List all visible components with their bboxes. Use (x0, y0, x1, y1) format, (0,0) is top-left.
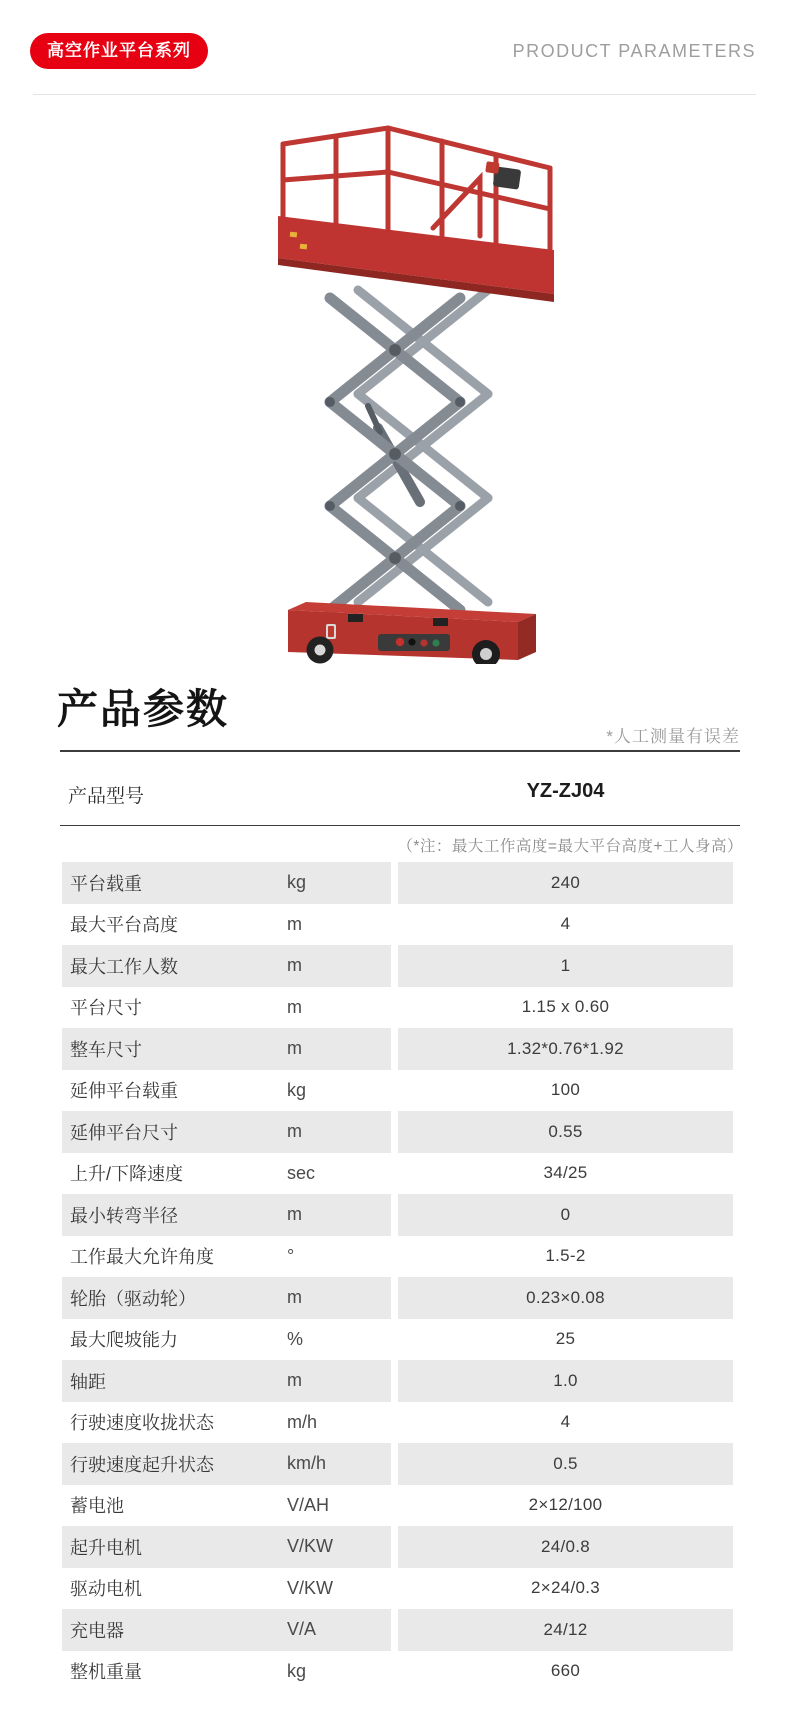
spec-row-left-cell (62, 1153, 391, 1195)
spec-row (62, 1443, 733, 1485)
spec-row-left-cell (62, 1236, 391, 1278)
series-badge: 高空作业平台系列 (30, 33, 208, 69)
spec-unit: m (287, 1287, 302, 1308)
spec-value: 2×12/100 (528, 1495, 603, 1515)
spec-value: 1.0 (553, 1370, 578, 1390)
spec-row-gap (391, 1360, 398, 1402)
spec-unit: V/KW (287, 1536, 334, 1557)
spec-unit: ° (287, 1245, 295, 1266)
spec-row-gap (391, 1526, 398, 1568)
spec-unit: sec (287, 1162, 316, 1183)
spec-value: 0 (560, 1204, 571, 1224)
spec-unit: V/AH (287, 1494, 330, 1515)
spec-unit: m (287, 1121, 302, 1142)
spec-row-right-cell (398, 987, 733, 1029)
spec-row (62, 945, 733, 987)
spec-value: 1.32*0.76*1.92 (507, 1038, 624, 1058)
spec-value: 0.5 (553, 1453, 578, 1473)
spec-label: 最大爬坡能力 (70, 1330, 178, 1351)
spec-row (62, 1070, 733, 1112)
spec-value: 0.23×0.08 (526, 1287, 605, 1307)
spec-row-right-cell (398, 1651, 733, 1693)
spec-unit: m (287, 1204, 302, 1225)
spec-label: 充电器 (70, 1620, 124, 1641)
spec-row-right-cell (398, 1485, 733, 1527)
spec-row-gap (391, 1651, 398, 1693)
spec-unit: m (287, 1370, 302, 1391)
spec-value: 660 (550, 1661, 581, 1681)
spec-value: 2×24/0.3 (530, 1578, 601, 1598)
spec-row (62, 1319, 733, 1361)
spec-label: 行驶速度收拢状态 (70, 1413, 214, 1434)
spec-row-left-cell (62, 1609, 391, 1651)
spec-row (62, 1568, 733, 1610)
spec-unit: V/A (287, 1619, 317, 1640)
spec-value: 24/12 (543, 1619, 588, 1639)
spec-row-left-cell (62, 1485, 391, 1527)
section-divider (60, 750, 740, 752)
spec-value: 4 (560, 1412, 571, 1432)
spec-row-gap (391, 1028, 398, 1070)
spec-row-gap (391, 904, 398, 946)
spec-row-left-cell (62, 1651, 391, 1693)
spec-row-right-cell (398, 862, 733, 904)
spec-row-gap (391, 1402, 398, 1444)
spec-row-left-cell (62, 1402, 391, 1444)
spec-row-gap (391, 1485, 398, 1527)
spec-label: 驱动电机 (70, 1579, 142, 1600)
spec-row-left-cell (62, 904, 391, 946)
spec-row (62, 1111, 733, 1153)
spec-row-right-cell (398, 1526, 733, 1568)
spec-row (62, 1402, 733, 1444)
spec-unit: V/KW (287, 1577, 334, 1598)
spec-label: 最大平台高度 (70, 915, 178, 936)
spec-row-left-cell (62, 1111, 391, 1153)
spec-row-gap (391, 1153, 398, 1195)
page-header (30, 30, 756, 72)
spec-label: 延伸平台载重 (70, 1081, 178, 1102)
section-title: 产品参数 (57, 686, 229, 732)
spec-label: 轴距 (70, 1371, 106, 1392)
spec-value: 34/25 (543, 1163, 588, 1183)
spec-value: 240 (550, 872, 581, 892)
spec-row-right-cell (398, 1194, 733, 1236)
spec-row-left-cell (62, 1568, 391, 1610)
spec-row-gap (391, 862, 398, 904)
spec-row (62, 1277, 733, 1319)
spec-row-left-cell (62, 1070, 391, 1112)
spec-row-right-cell (398, 1609, 733, 1651)
spec-row-left-cell (62, 1360, 391, 1402)
header-divider (33, 94, 756, 95)
spec-row (62, 1028, 733, 1070)
spec-label: 最大工作人数 (70, 956, 178, 977)
spec-row-right-cell (398, 1070, 733, 1112)
spec-row-gap (391, 945, 398, 987)
spec-label: 蓄电池 (70, 1496, 124, 1517)
spec-label: 整车尺寸 (70, 1039, 142, 1060)
spec-row-gap (391, 1111, 398, 1153)
spec-row (62, 904, 733, 946)
spec-row (62, 862, 733, 904)
spec-unit: kg (287, 1079, 307, 1100)
spec-label: 整机重量 (70, 1662, 142, 1683)
spec-label: 上升/下降速度 (70, 1164, 184, 1185)
spec-unit: m (287, 913, 302, 934)
model-row (60, 763, 740, 823)
spec-row-left-cell (62, 987, 391, 1029)
spec-row-left-cell (62, 1526, 391, 1568)
spec-row-gap (391, 1277, 398, 1319)
spec-row-gap (391, 1319, 398, 1361)
spec-row-gap (391, 1443, 398, 1485)
spec-row-left-cell (62, 1319, 391, 1361)
spec-unit: kg (287, 872, 307, 893)
spec-row-gap (391, 1194, 398, 1236)
spec-row-gap (391, 987, 398, 1029)
spec-unit: % (287, 1328, 304, 1349)
spec-value: 25 (555, 1329, 576, 1349)
spec-row-right-cell (398, 945, 733, 987)
spec-row (62, 1360, 733, 1402)
spec-row-left-cell (62, 1194, 391, 1236)
spec-row-right-cell (398, 1236, 733, 1278)
spec-value: 4 (560, 914, 571, 934)
spec-row-right-cell (398, 904, 733, 946)
spec-value: 0.55 (548, 1121, 583, 1141)
model-divider (60, 825, 740, 826)
spec-value: 1.5-2 (545, 1246, 586, 1266)
spec-row-right-cell (398, 1028, 733, 1070)
scissor-lift-illustration (228, 106, 562, 664)
spec-unit: m/h (287, 1411, 318, 1432)
spec-value: 100 (550, 1080, 581, 1100)
spec-row-right-cell (398, 1111, 733, 1153)
spec-value: 1 (560, 955, 571, 975)
spec-row-right-cell (398, 1360, 733, 1402)
spec-row-gap (391, 1236, 398, 1278)
table-note: （*注：最大工作高度=最大平台高度+工人身高） (397, 838, 743, 855)
spec-row (62, 1651, 733, 1693)
spec-row (62, 1485, 733, 1527)
spec-row (62, 1194, 733, 1236)
spec-table (62, 862, 733, 1692)
spec-value: 1.15 x 0.60 (521, 997, 610, 1017)
spec-unit: kg (287, 1660, 307, 1681)
spec-row-gap (391, 1609, 398, 1651)
model-label: 产品型号 (68, 786, 145, 807)
spec-label: 工作最大允许角度 (70, 1247, 214, 1268)
spec-row-right-cell (398, 1402, 733, 1444)
spec-label: 起升电机 (70, 1537, 142, 1558)
spec-label: 最小转弯半径 (70, 1205, 178, 1226)
spec-row-left-cell (62, 1028, 391, 1070)
spec-row (62, 987, 733, 1029)
spec-row-gap (391, 1070, 398, 1112)
scissor-lift-image (228, 106, 562, 664)
spec-value: 24/0.8 (540, 1536, 591, 1556)
spec-row (62, 1526, 733, 1568)
spec-row-gap (391, 1568, 398, 1610)
spec-row (62, 1153, 733, 1195)
spec-row-right-cell (398, 1277, 733, 1319)
spec-row (62, 1236, 733, 1278)
spec-row-right-cell (398, 1153, 733, 1195)
spec-unit: m (287, 955, 302, 976)
spec-row-left-cell (62, 862, 391, 904)
spec-unit: m (287, 1038, 302, 1059)
spec-label: 延伸平台尺寸 (70, 1122, 178, 1143)
spec-label: 平台尺寸 (70, 998, 142, 1019)
spec-unit: m (287, 996, 302, 1017)
spec-label: 行驶速度起升状态 (70, 1454, 214, 1475)
spec-row (62, 1609, 733, 1651)
model-value: YZ-ZJ04 (526, 780, 605, 802)
measurement-note: *人工测量有误差 (606, 727, 740, 746)
spec-row-left-cell (62, 945, 391, 987)
spec-label: 平台载重 (70, 873, 142, 894)
header-english-title: PRODUCT PARAMETERS (512, 40, 756, 61)
spec-row-right-cell (398, 1568, 733, 1610)
spec-row-right-cell (398, 1443, 733, 1485)
spec-unit: km/h (287, 1453, 327, 1474)
spec-row-left-cell (62, 1277, 391, 1319)
spec-label: 轮胎（驱动轮） (70, 1288, 196, 1309)
spec-row-left-cell (62, 1443, 391, 1485)
spec-row-right-cell (398, 1319, 733, 1361)
